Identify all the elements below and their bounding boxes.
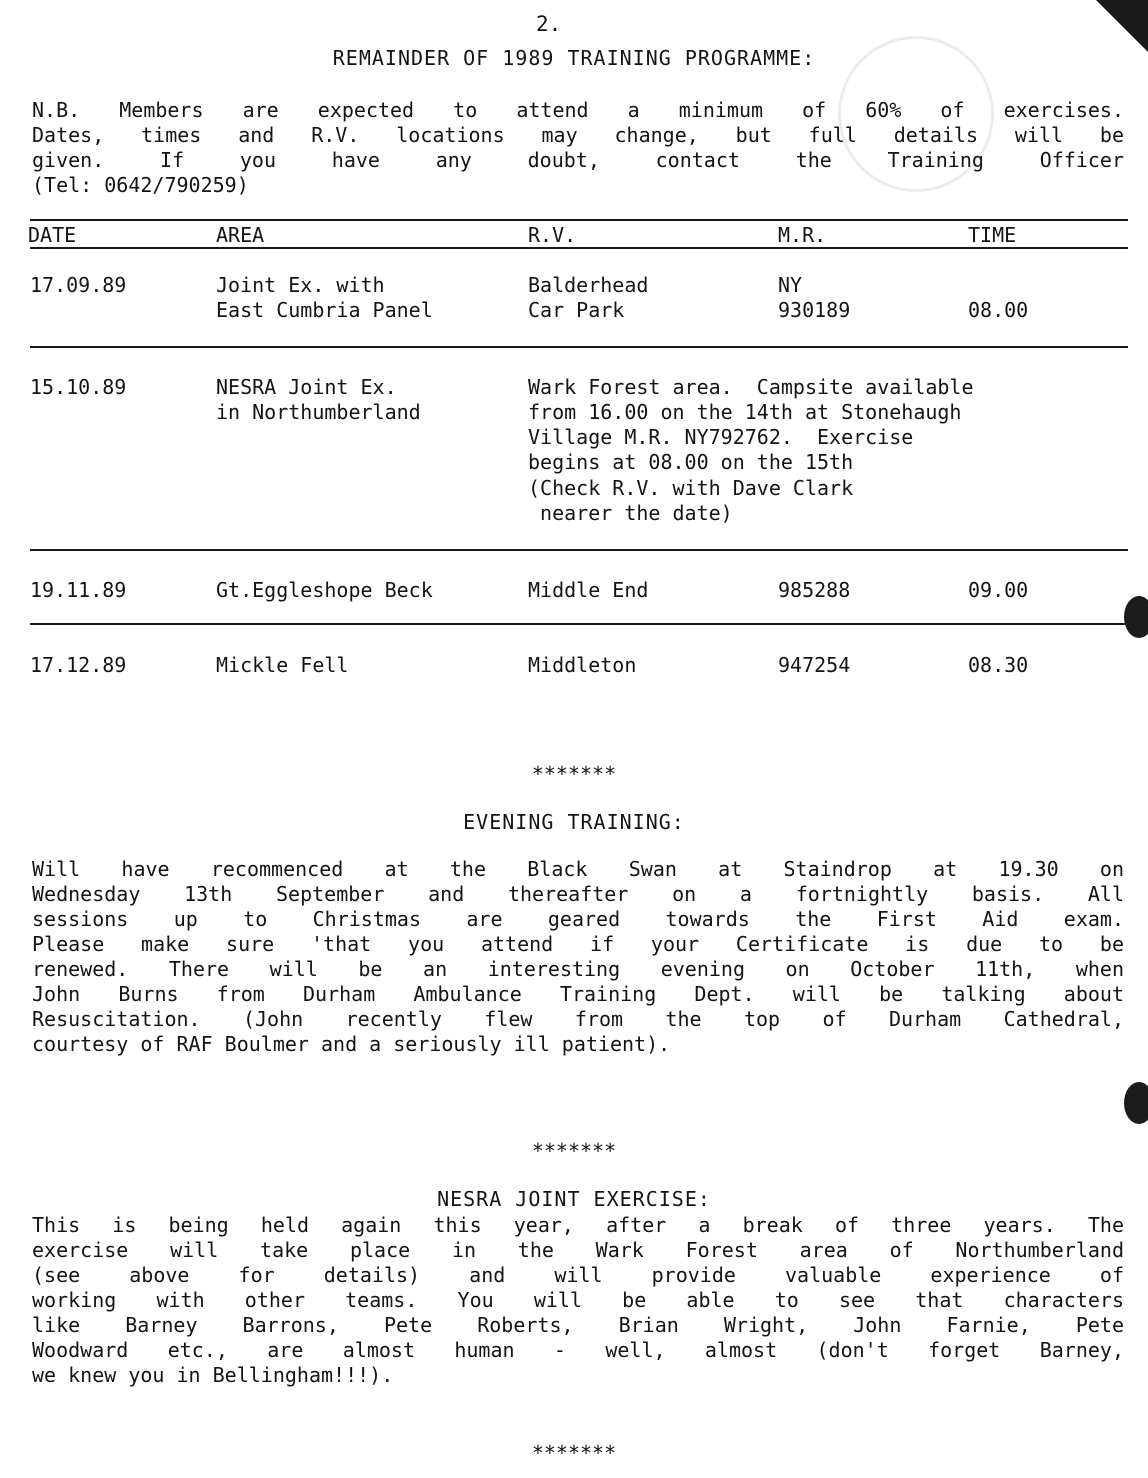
programme-note — [32, 98, 1124, 198]
column-header-rv: R.V. — [528, 223, 577, 247]
row-3-area-line: Gt.Eggleshope Beck — [216, 578, 433, 602]
row-2-area-line: NESRA Joint Ex. — [216, 375, 397, 399]
text-line: This is being held again this year, after a break of three years. The — [32, 1213, 1124, 1237]
row-rule — [30, 549, 1128, 551]
text-line: Woodward etc., are almost human - well, almost (don't forget Barney, — [32, 1338, 1124, 1362]
row-2-rv-line: begins at 08.00 on the 15th — [528, 450, 854, 474]
punch-hole — [1124, 596, 1148, 638]
text-line: Please make sure 'that you attend if your Certificate is due to be — [32, 932, 1124, 956]
text-line: courtesy of RAF Boulmer and a seriously ill patient). — [32, 1032, 671, 1056]
evening-training-heading: EVENING TRAINING: — [463, 810, 685, 834]
text-line: like Barney Barrons, Pete Roberts, Brian Wright, John Farnie, Pete — [32, 1313, 1124, 1337]
text-line: working with other teams. You will be able to see that characters — [32, 1288, 1124, 1312]
row-2-rv-line: Wark Forest area. Campsite available — [528, 375, 974, 399]
row-3-rv-line: Middle End — [528, 578, 649, 602]
row-1-rv-line: Balderhead — [528, 273, 649, 297]
row-1-area-line: East Cumbria Panel — [216, 298, 433, 322]
row-2-rv-line: Village M.R. NY792762. Exercise — [528, 425, 914, 449]
programme-title: REMAINDER OF 1989 TRAINING PROGRAMME: — [332, 46, 816, 70]
row-2-date: 15.10.89 — [30, 375, 127, 399]
row-2-area-line: in Northumberland — [216, 400, 421, 424]
row-4-date: 17.12.89 — [30, 653, 127, 677]
text-line: exercise will take place in the Wark Forest area of Northumberland — [32, 1238, 1124, 1262]
nesra-exercise-body — [32, 1213, 1124, 1388]
text-line: sessions up to Christmas are geared towards the First Aid exam. — [32, 907, 1124, 931]
row-4-mr-line: 947254 — [778, 653, 851, 677]
table-top-rule — [30, 219, 1128, 221]
text-line: Wednesday 13th September and thereafter on a fortnightly basis. All — [32, 882, 1124, 906]
text-line: renewed. There will be an interesting evening on October 11th, when — [32, 957, 1124, 981]
row-1-date: 17.09.89 — [30, 273, 127, 297]
column-header-time: TIME — [968, 223, 1017, 247]
text-line: Will have recommenced at the Black Swan at Staindrop at 19.30 on — [32, 857, 1124, 881]
text-line: Resuscitation. (John recently flew from the top of Durham Cathedral, — [32, 1007, 1124, 1031]
text-line: we knew you in Bellingham!!!). — [32, 1363, 394, 1387]
column-header-area: AREA — [216, 223, 265, 247]
note-line: Dates, times and R.V. locations may change, but full details will be — [32, 123, 1124, 147]
column-header-date: DATE — [28, 223, 77, 247]
row-1-mr-line: NY — [778, 273, 803, 297]
page-number: 2. — [536, 12, 562, 36]
punch-hole — [1124, 1082, 1148, 1124]
page-corner-fold — [1096, 0, 1148, 52]
column-header-mr: M.R. — [778, 223, 827, 247]
row-2-rv-line: nearer the date) — [528, 501, 733, 525]
row-3-time: 09.00 — [968, 578, 1029, 602]
row-1-time: 08.00 — [968, 298, 1029, 322]
note-line: N.B. Members are expected to attend a minimum of 60% of exercises. — [32, 98, 1124, 122]
table-header-rule — [30, 247, 1128, 249]
note-line: (Tel: 0642/790259) — [32, 173, 249, 197]
row-3-date: 19.11.89 — [30, 578, 127, 602]
text-line: John Burns from Durham Ambulance Training Dept. will be talking about — [32, 982, 1124, 1006]
row-4-area-line: Mickle Fell — [216, 653, 349, 677]
nesra-exercise-heading: NESRA JOINT EXERCISE: — [437, 1187, 711, 1211]
evening-training-body — [32, 857, 1124, 1057]
row-4-rv-line: Middleton — [528, 653, 637, 677]
row-4-time: 08.30 — [968, 653, 1029, 677]
row-3-mr-line: 985288 — [778, 578, 851, 602]
separator-stars: ******* — [531, 1139, 617, 1163]
row-rule — [30, 346, 1128, 348]
row-1-rv-line: Car Park — [528, 298, 625, 322]
note-line: given. If you have any doubt, contact the Training Officer — [32, 148, 1124, 172]
row-rule — [30, 623, 1128, 625]
row-1-area-line: Joint Ex. with — [216, 273, 385, 297]
row-2-rv-line: from 16.00 on the 14th at Stonehaugh — [528, 400, 962, 424]
row-1-mr-line: 930189 — [778, 298, 851, 322]
separator-stars: ******* — [531, 1441, 617, 1465]
separator-stars: ******* — [531, 762, 617, 786]
text-line: (see above for details) and will provide valuable experience of — [32, 1263, 1124, 1287]
row-2-rv-line: (Check R.V. with Dave Clark — [528, 476, 854, 500]
